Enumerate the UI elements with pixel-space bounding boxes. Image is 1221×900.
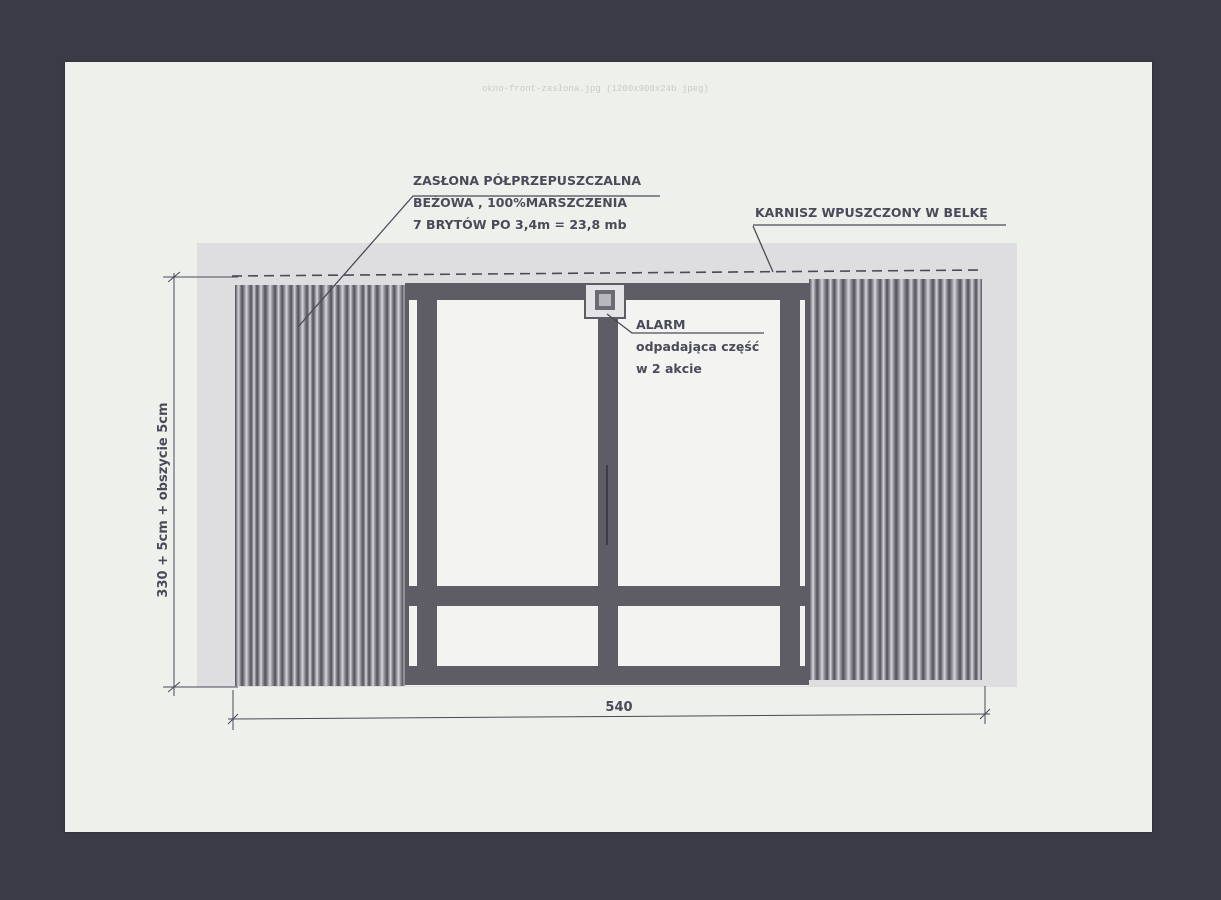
curtain-fold xyxy=(321,285,331,686)
curtain-fold xyxy=(369,285,377,686)
curtain-fold xyxy=(313,285,321,686)
curtain-fold xyxy=(976,279,982,680)
curtain-fold xyxy=(242,285,251,686)
curtain-note xyxy=(413,170,641,236)
curtain-fold xyxy=(377,285,387,686)
curtain-fold xyxy=(257,285,265,686)
file-label: okno-front-zasłona.jpg (1200x900x24b jpeg) xyxy=(482,84,709,94)
curtain-fold xyxy=(862,279,870,680)
curtain-fold xyxy=(870,279,880,680)
rail-note: KARNISZ WPUSZCZONY W BELKĘ xyxy=(755,205,988,220)
curtain-fold xyxy=(827,279,834,680)
curtain-fold xyxy=(235,285,242,686)
height-dimension-label: 330 + 5cm + obszycie 5cm xyxy=(156,402,171,598)
curtain-fold xyxy=(331,285,338,686)
curtain-fold xyxy=(307,285,313,686)
curtain-right xyxy=(809,279,982,680)
curtain-fold xyxy=(933,279,940,680)
curtain-fold xyxy=(834,279,843,680)
curtain-fold xyxy=(843,279,854,680)
curtain-note-line1: ZASŁONA PÓŁPRZEPUSZCZALNA xyxy=(413,173,642,188)
curtain-fold xyxy=(298,285,307,686)
curtain-left xyxy=(235,285,405,686)
curtain-fold xyxy=(275,285,282,686)
curtain-fold xyxy=(854,279,862,680)
alarm-note-title: ALARM xyxy=(636,317,686,332)
curtain-fold xyxy=(960,279,968,680)
curtain-fold xyxy=(265,285,275,686)
curtain-fold xyxy=(896,279,907,680)
curtain-fold xyxy=(354,285,363,686)
curtain-fold xyxy=(817,279,827,680)
curtain-fold xyxy=(291,285,298,686)
alarm-note xyxy=(636,314,759,380)
curtain-fold xyxy=(940,279,949,680)
curtain-fold xyxy=(907,279,915,680)
alarm-note-line2: w 2 akcie xyxy=(636,361,702,376)
curtain-fold xyxy=(251,285,257,686)
curtain-fold xyxy=(347,285,354,686)
curtain-fold xyxy=(338,285,347,686)
alarm-box xyxy=(585,284,625,318)
curtain-fold xyxy=(923,279,933,680)
curtain-fold xyxy=(887,279,896,680)
curtain-fold xyxy=(968,279,976,680)
curtain-fold xyxy=(809,279,817,680)
curtain-fold xyxy=(403,285,405,686)
alarm-note-line1: odpadająca część xyxy=(636,339,760,354)
curtain-fold xyxy=(387,285,394,686)
curtain-note-line2: BEŻOWA , 100%MARSZCZENIA xyxy=(413,195,628,210)
curtain-note-line3: 7 BRYTÓW PO 3,4m = 23,8 mb xyxy=(413,217,627,232)
curtain-fold xyxy=(282,285,291,686)
curtain-fold xyxy=(394,285,403,686)
curtain-fold xyxy=(949,279,960,680)
curtain-fold xyxy=(363,285,369,686)
curtain-fold xyxy=(915,279,923,680)
width-dimension-label: 540 xyxy=(605,700,633,715)
curtain-fold xyxy=(880,279,887,680)
